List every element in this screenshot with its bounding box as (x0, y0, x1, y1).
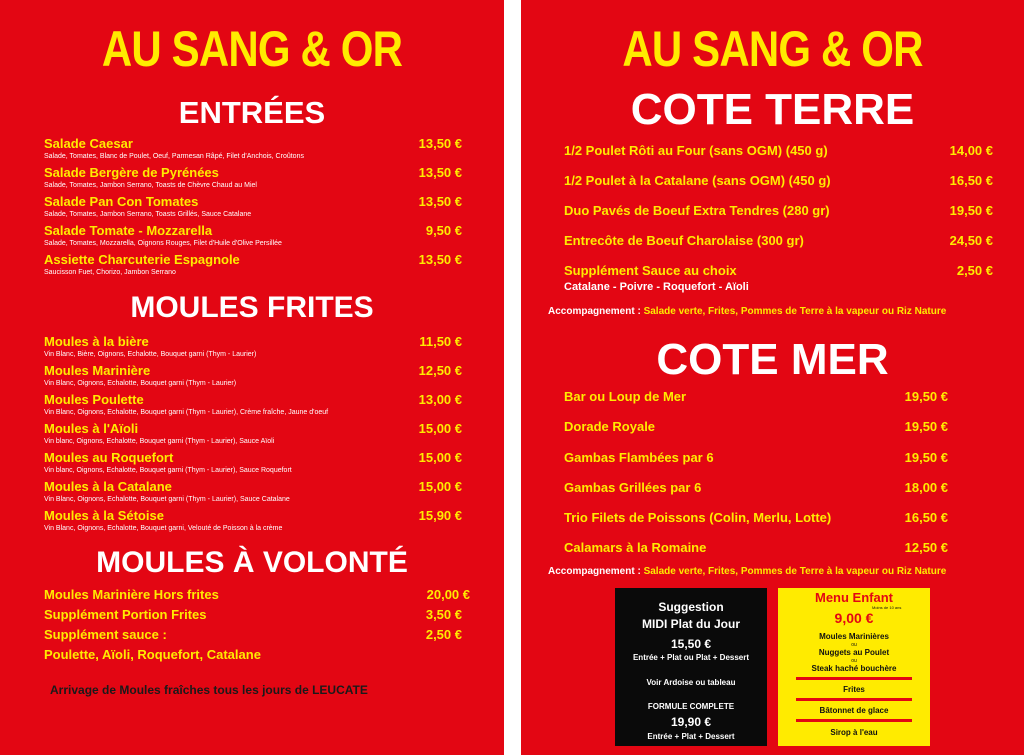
kids-menu-box (778, 588, 930, 746)
kids-menu-title: Menu Enfant (815, 590, 893, 605)
menu-item-name: Moules Poulette (44, 392, 144, 407)
divider (796, 719, 912, 722)
section-title-entrees: ENTRÉES (178, 95, 326, 130)
kids-drink: Sirop à l'eau (830, 728, 878, 737)
menu-item-price: 2,50 € (425, 627, 462, 642)
menu-item-description: Vin blanc, Oignons, Echalotte, Bouquet garni (Thym - Laurier), Sauce Aïoli (44, 438, 275, 445)
menu-item-price: 15,00 € (418, 450, 462, 465)
menu-item-name: Moules à la Sétoise (44, 508, 164, 523)
menu-item-price: 24,50 € (949, 233, 993, 248)
menu-item-name: Salade Pan Con Tomates (44, 194, 199, 209)
menu-item-price: 20,00 € (426, 587, 470, 602)
menu-item-description: Salade, Tomates, Blanc de Poulet, Oeuf, Parmesan Râpé, Filet d'Anchois, Croûtons (44, 153, 304, 160)
accompaniment-label: Accompagnement : (548, 306, 641, 317)
suggestion-note: Voir Ardoise ou tableau (646, 678, 736, 687)
menu-item-price: 19,50 € (904, 450, 948, 465)
accompaniment-label: Accompagnement : (548, 566, 641, 577)
menu-item-description: Vin Blanc, Bière, Oignons, Echalotte, Bouquet garni (Thym - Laurier) (44, 351, 257, 358)
accompaniment-text: Salade verte, Frites, Pommes de Terre à la vapeur ou Riz Nature (643, 566, 947, 577)
menu-item-price: 3,50 € (425, 607, 462, 622)
menu-item-price: 19,50 € (949, 203, 993, 218)
menu-item-name: Moules à l'Aïoli (44, 421, 139, 436)
menu-item-description: Vin blanc, Oignons, Echalotte, Bouquet garni (Thym - Laurier), Sauce Roquefort (44, 467, 292, 474)
menu-item-name: Trio Filets de Poissons (Colin, Merlu, Lotte) (564, 510, 832, 525)
kids-or: ou (851, 642, 857, 648)
suggestion-subtitle: MIDI Plat du Jour (641, 617, 740, 631)
suggestion-box (615, 588, 767, 746)
menu-item-price: 16,50 € (949, 173, 993, 188)
menu-item-description: Vin Blanc, Oignons, Echalotte, Bouquet garni (Thym - Laurier) (44, 380, 237, 387)
formule-complete-price: 19,90 € (670, 715, 712, 729)
kids-option: Moules Marinières (819, 632, 889, 641)
menu-item-description: Salade, Tomates, Jambon Serrano, Toasts Grillés, Sauce Catalane (44, 211, 252, 218)
menu-item-description: Salade, Tomates, Jambon Serrano, Toasts de Chèvre Chaud au Miel (44, 182, 257, 189)
sauce-options: Catalane - Poivre - Roquefort - Aïoli (564, 281, 749, 293)
sauce-options: Poulette, Aïoli, Roquefort, Catalane (44, 647, 261, 662)
section-title-moules-frites: MOULES FRITES (130, 291, 374, 324)
menu-item-price: 12,50 € (418, 363, 462, 378)
menu-item-price: 12,50 € (904, 540, 948, 555)
menu-item-price: 2,50 € (956, 263, 993, 278)
formule-complete-detail: Entrée + Plat + Dessert (647, 732, 735, 741)
menu-item-description: Vin Blanc, Oignons, Echalotte, Bouquet garni (Thym - Laurier), Sauce Catalane (44, 496, 290, 503)
section-title-cote-terre: COTE TERRE (630, 85, 915, 134)
accompaniment-note (548, 307, 946, 317)
menu-item-name: Assiette Charcuterie Espagnole (44, 252, 240, 267)
menu-item-name: Moules au Roquefort (44, 450, 174, 465)
menu-item-price: 13,50 € (418, 252, 462, 267)
menu-item-description: Vin Blanc, Oignons, Echalotte, Bouquet garni, Velouté de Poisson à la crème (44, 525, 283, 532)
menu-item-name: Salade Tomate - Mozzarella (44, 223, 213, 238)
menu-item-name: Moules Marinière (44, 363, 151, 378)
section-title-moules-volonte: MOULES À VOLONTÉ (96, 546, 408, 579)
divider (796, 698, 912, 701)
divider (796, 677, 912, 680)
menu-item-price: 9,50 € (425, 223, 462, 238)
menu-item-price: 18,00 € (904, 480, 948, 495)
kids-dessert: Bâtonnet de glace (819, 706, 889, 715)
menu-item-price: 16,50 € (904, 510, 948, 525)
menu-item-name: Salade Bergère de Pyrénées (44, 165, 219, 180)
menu-item-name: 1/2 Poulet Rôti au Four (sans OGM) (450 g) (564, 143, 828, 158)
section-title-cote-mer: COTE MER (656, 335, 889, 384)
menu-item-name: 1/2 Poulet à la Catalane (sans OGM) (450 g) (564, 173, 831, 188)
suggestion-title: Suggestion (658, 600, 724, 614)
menu-item-name: Salade Caesar (44, 136, 133, 151)
menu-item-name: Calamars à la Romaine (564, 540, 707, 555)
right-menu-page (521, 0, 1024, 755)
kids-menu-price: 9,00 € (834, 610, 874, 626)
kids-option: Steak haché bouchère (811, 664, 897, 673)
menu-item-name: Moules à la Catalane (44, 479, 172, 494)
menu-item-description: Saucisson Fuet, Chorizo, Jambon Serrano (44, 269, 176, 276)
menu-item-name: Gambas Grillées par 6 (564, 480, 702, 495)
menu-item-price: 13,00 € (418, 392, 462, 407)
menu-item-name: Duo Pavés de Boeuf Extra Tendres (280 gr) (564, 203, 830, 218)
kids-or: ou (851, 658, 857, 664)
suggestion-formula: Entrée + Plat ou Plat + Dessert (632, 653, 750, 662)
kids-option: Nuggets au Poulet (818, 648, 890, 657)
left-menu-page (0, 0, 504, 755)
kids-side: Frites (843, 685, 865, 694)
menu-item-price: 15,00 € (418, 479, 462, 494)
menu-item-name: Entrecôte de Boeuf Charolaise (300 gr) (564, 233, 804, 248)
menu-item-price: 13,50 € (418, 165, 462, 180)
footer-note: Arrivage de Moules fraîches tous les jours de LEUCATE (50, 683, 368, 697)
suggestion-price: 15,50 € (670, 637, 712, 651)
restaurant-name: AU SANG & OR (101, 21, 403, 77)
menu-item-name: Supplément Sauce au choix (564, 263, 737, 278)
menu-item-name: Moules à la bière (44, 334, 149, 349)
menu-item-name: Moules Marinière Hors frites (44, 587, 219, 602)
menu-item-name: Gambas Flambées par 6 (564, 450, 714, 465)
restaurant-name: AU SANG & OR (622, 21, 923, 77)
menu-item-description: Salade, Tomates, Mozzarella, Oignons Rouges, Filet d'Huile d'Olive Persillée (44, 240, 282, 247)
menu-item-name: Supplément Portion Frites (44, 607, 207, 622)
menu-item-price: 13,50 € (418, 136, 462, 151)
menu-item-description: Vin Blanc, Oignons, Echalotte, Bouquet garni (Thym - Laurier), Crème fraîche, Jaune d'oeuf (44, 409, 329, 416)
formule-complete-label: FORMULE COMPLETE (647, 702, 735, 711)
menu-item-price: 19,50 € (904, 389, 948, 404)
menu-item-price: 14,00 € (949, 143, 993, 158)
accompaniment-text: Salade verte, Frites, Pommes de Terre à la vapeur ou Riz Nature (643, 306, 947, 317)
accompaniment-note (548, 567, 946, 577)
menu-item-price: 15,00 € (418, 421, 462, 436)
menu-item-price: 19,50 € (904, 419, 948, 434)
menu-item-price: 13,50 € (418, 194, 462, 209)
menu-item-price: 15,90 € (418, 508, 462, 523)
menu-item-name: Bar ou Loup de Mer (564, 389, 687, 404)
menu-item-name: Supplément sauce : (44, 627, 167, 642)
menu-item-price: 11,50 € (419, 334, 462, 349)
menu-item-name: Dorade Royale (564, 419, 656, 434)
kids-menu-age: Moins de 10 ans (872, 605, 902, 610)
